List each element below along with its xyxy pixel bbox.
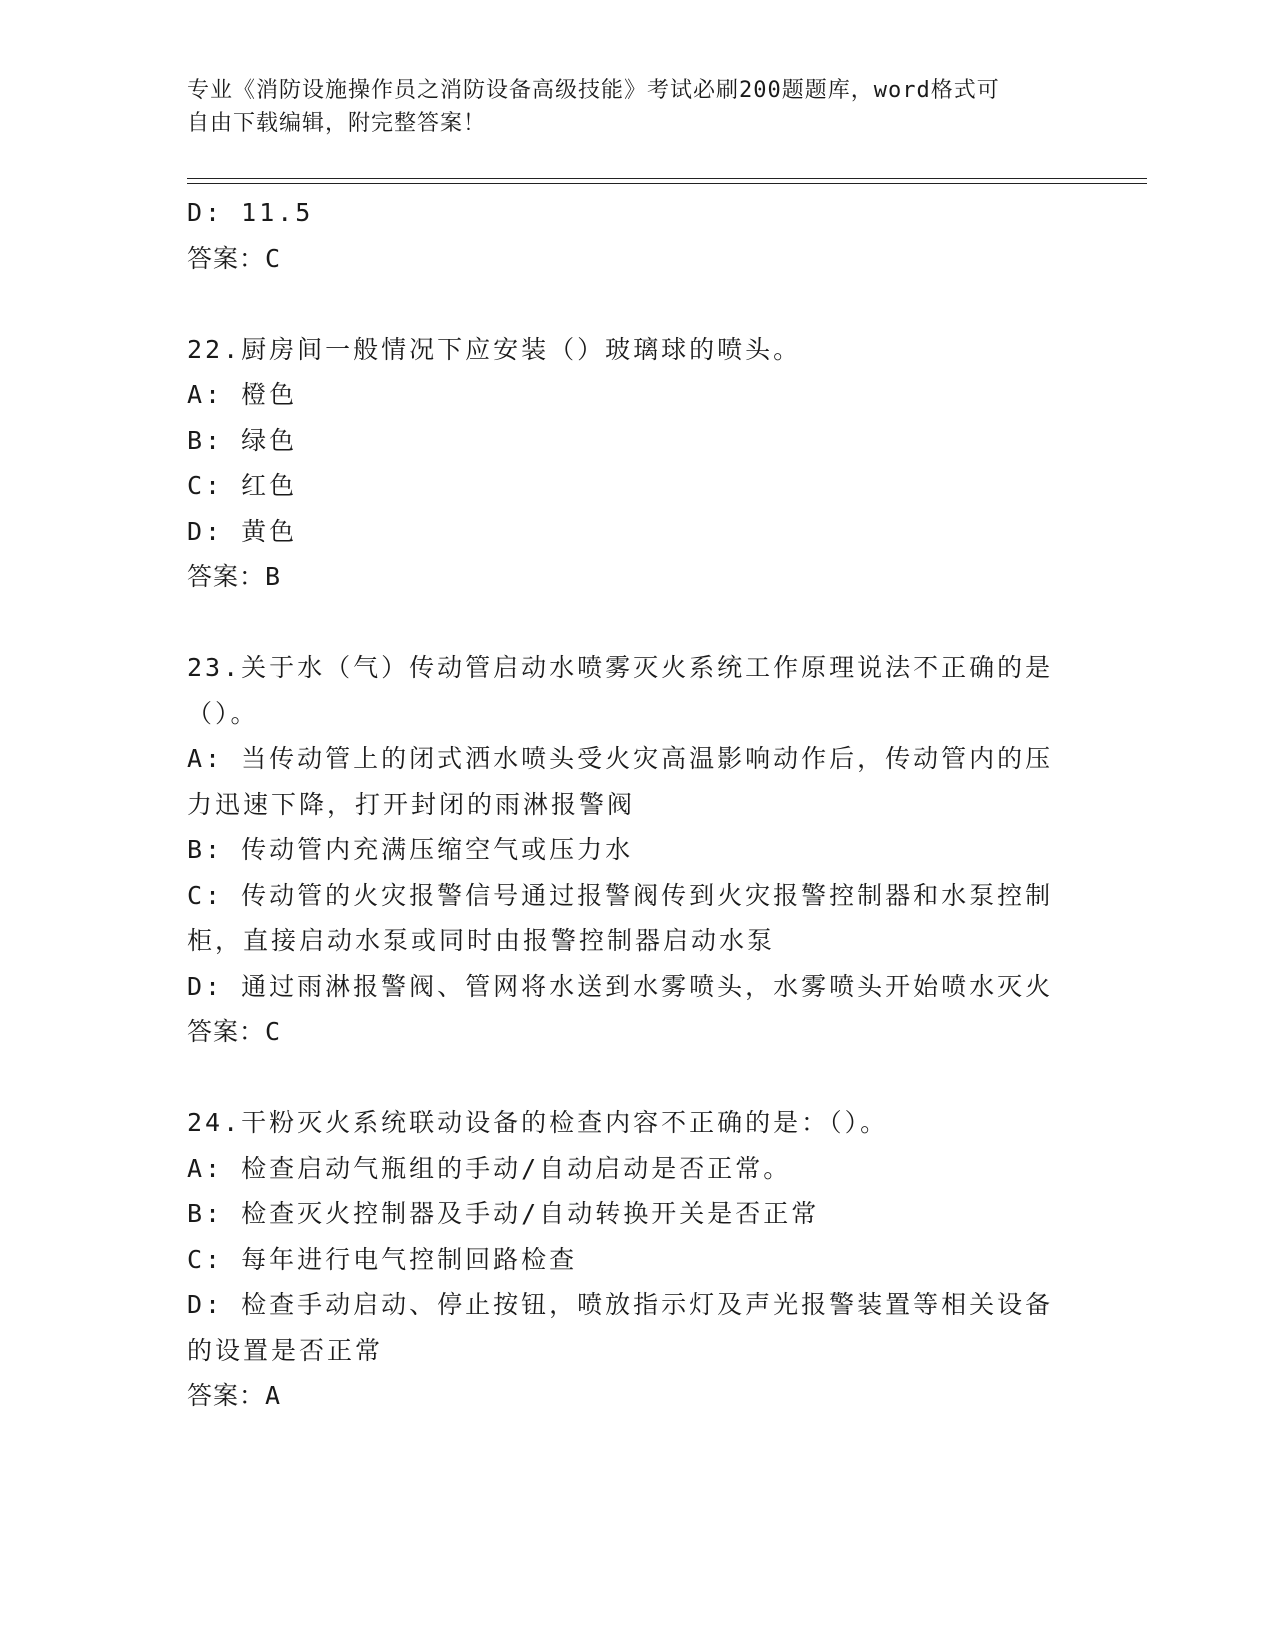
option-d: D: 黄色 [187, 516, 298, 546]
option-b: B: 检查灭火控制器及手动/自动转换开关是否正常 [187, 1199, 820, 1228]
header-line-2: 自由下载编辑，附完整答案！ [187, 111, 487, 136]
option-c: C: 红色 [187, 471, 298, 500]
option-d-line-2: 的设置是否正常 [187, 1335, 384, 1365]
spacer [187, 281, 1067, 327]
document-page [187, 0, 1147, 1650]
question-text: 24.干粉灭火系统联动设备的检查内容不正确的是：（）。 [187, 1108, 889, 1137]
option-a-line-2: 力迅速下降，打开封闭的雨淋报警阀 [187, 789, 636, 819]
option-d: D: 11.5 [187, 198, 314, 227]
question-list [187, 190, 1067, 1419]
option-b: B: 绿色 [187, 425, 298, 455]
question-text-line-2: （）。 [187, 698, 259, 728]
answer: 答案：C [187, 243, 282, 273]
option-c-line-1: C: 传动管的火灾报警信号通过报警阀传到火灾报警控制器和水泵控制 [187, 880, 1054, 910]
option-c: C: 每年进行电气控制回路检查 [187, 1244, 578, 1274]
question-21-tail [187, 190, 1067, 281]
header-line-1: 专业《消防设施操作员之消防设备高级技能》考试必刷200题题库，word格式可 [187, 78, 1000, 103]
question-text-line-1: 23.关于水（气）传动管启动水喷雾灭火系统工作原理说法不正确的是 [187, 653, 1054, 682]
option-a: A: 检查启动气瓶组的手动/自动启动是否正常。 [187, 1153, 792, 1183]
document-header [187, 74, 1067, 140]
spacer [187, 1055, 1067, 1101]
option-b: B: 传动管内充满压缩空气或压力水 [187, 835, 634, 864]
spacer [187, 600, 1067, 646]
question-23 [187, 645, 1067, 1055]
option-a-line-1: A: 当传动管上的闭式洒水喷头受火灾高温影响动作后，传动管内的压 [187, 744, 1054, 773]
question-24 [187, 1100, 1067, 1419]
answer: 答案：B [187, 562, 282, 591]
answer: 答案：A [187, 1381, 282, 1410]
option-d-line-1: D: 检查手动启动、停止按钮，喷放指示灯及声光报警装置等相关设备 [187, 1290, 1054, 1319]
option-d: D: 通过雨淋报警阀、管网将水送到水雾喷头，水雾喷头开始喷水灭火 [187, 971, 1054, 1001]
option-c-line-2: 柜，直接启动水泵或同时由报警控制器启动水泵 [187, 926, 776, 955]
question-22 [187, 327, 1067, 600]
option-a: A: 橙色 [187, 380, 298, 409]
header-divider [187, 178, 1147, 184]
answer: 答案：C [187, 1017, 282, 1046]
question-text: 22.厨房间一般情况下应安装（）玻璃球的喷头。 [187, 334, 802, 364]
